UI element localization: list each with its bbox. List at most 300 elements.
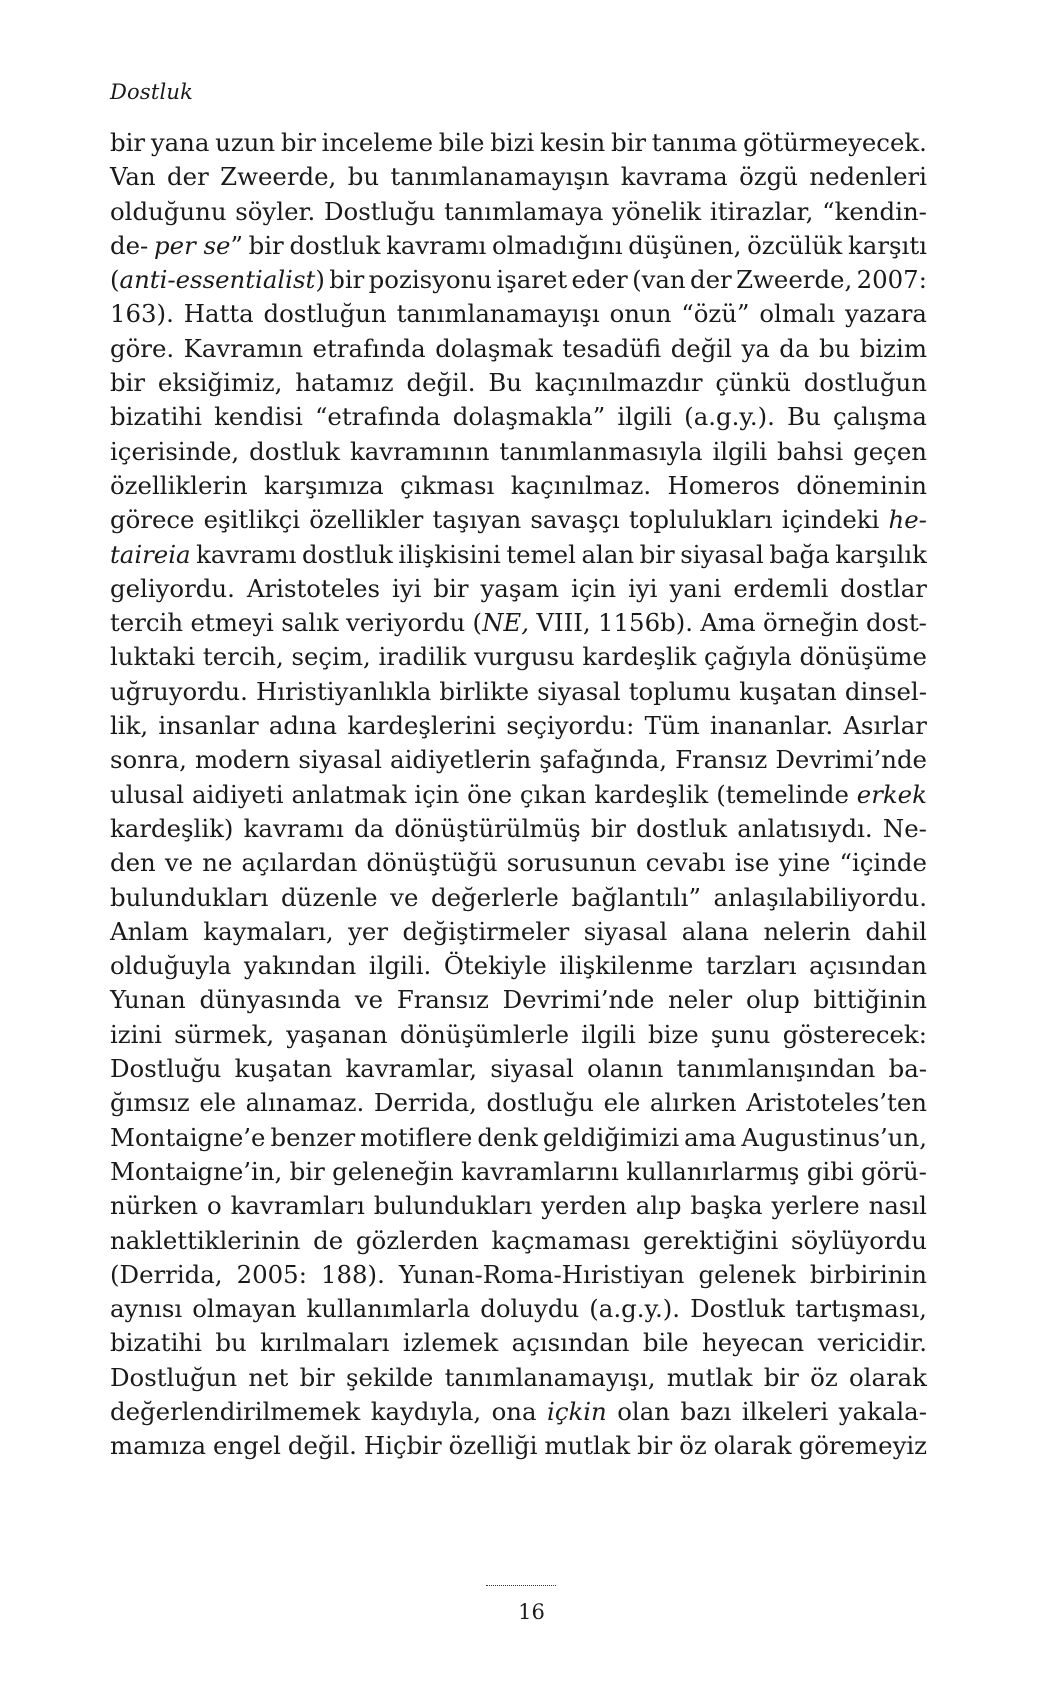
word (110, 915, 189, 949)
word-part: ilgili (712, 436, 768, 466)
word (796, 469, 927, 503)
word (559, 949, 693, 983)
word (348, 915, 388, 949)
word (110, 675, 248, 709)
word-part: özcülük (747, 230, 843, 260)
word-part: kavrama (620, 162, 728, 192)
word-part: bir (289, 1156, 325, 1186)
word-part: dostluğu (486, 1088, 594, 1118)
word-part: Hıristiyanlıkla (255, 676, 432, 706)
text-line (110, 572, 927, 606)
word (675, 743, 767, 777)
word-part: olmayan (192, 1294, 297, 1324)
word-part: birlikte (439, 676, 530, 706)
word (487, 1086, 594, 1120)
word-part: olduğunu (110, 196, 227, 226)
word-part: dolaşmak (435, 333, 553, 363)
word (715, 366, 791, 400)
word (110, 263, 325, 297)
word (845, 297, 927, 331)
word-part: kaydıyla, (370, 1396, 482, 1426)
word (782, 503, 880, 537)
text-line (110, 1189, 927, 1223)
word (799, 640, 927, 674)
word (110, 1018, 162, 1052)
word-part: geleneğin (332, 1156, 454, 1186)
word-part: kaçınılmazdır (534, 368, 703, 398)
word-part: alan (581, 539, 635, 569)
word-part: Augustinus’un, (741, 1122, 927, 1152)
word-part: olduğuyla (110, 951, 232, 981)
word (110, 1361, 237, 1395)
word-part: ( (110, 265, 120, 295)
word-part: sürmek, (174, 1019, 275, 1049)
text-line (110, 1429, 927, 1463)
word-part: cevabı (645, 848, 726, 878)
word-part: kardeşlerini (347, 711, 497, 741)
word-part: der (690, 265, 732, 295)
word (110, 1326, 202, 1360)
text-line (110, 812, 927, 846)
word (621, 160, 728, 194)
word (247, 572, 380, 606)
word (612, 195, 701, 229)
word (594, 778, 708, 812)
word-part: çağıyla (704, 642, 792, 672)
word (110, 503, 195, 537)
word (857, 778, 927, 812)
word-part: Hiçbir (363, 1431, 442, 1461)
word (503, 983, 655, 1017)
word-part: aynısı (110, 1294, 183, 1324)
word-part: çünkü (715, 368, 791, 398)
word (759, 297, 835, 331)
word-part: için (571, 573, 617, 603)
word-part: değil. (287, 1431, 357, 1461)
word (818, 1326, 927, 1360)
word-part: aidiyeti (192, 779, 284, 809)
word-part: göremeyiz (798, 1431, 927, 1461)
word (702, 1326, 804, 1360)
word-part: (temelinde (716, 779, 849, 809)
word-part: değiştirmeler (402, 916, 570, 946)
word-part: eksiğimiz, (157, 368, 283, 398)
word-part: geçen (853, 436, 927, 466)
word (367, 846, 498, 880)
word (355, 983, 383, 1017)
word-part: çıkan (519, 779, 587, 809)
word-part: yerden (541, 1191, 627, 1221)
word (110, 126, 145, 160)
word-part: “kendin- (822, 196, 927, 226)
word (677, 1052, 876, 1086)
word (449, 1429, 538, 1463)
word-part: şafağında, (539, 745, 668, 775)
word (110, 1292, 182, 1326)
word-part: özellikler (309, 505, 424, 535)
word (350, 435, 489, 469)
word (809, 160, 927, 194)
word (110, 366, 145, 400)
word-part: ) (315, 265, 325, 295)
word (845, 675, 927, 709)
word-part: ele (199, 1088, 236, 1118)
word (714, 1429, 792, 1463)
word (643, 1224, 778, 1258)
word-part: bulundukları (110, 882, 269, 912)
word (598, 606, 693, 640)
word-part: gözlerden (355, 1225, 479, 1255)
text-line (110, 640, 927, 674)
word (360, 1121, 472, 1155)
word (536, 606, 590, 640)
word (158, 366, 282, 400)
word-part: öz (810, 1362, 838, 1392)
text-line (110, 1052, 927, 1086)
word (231, 1189, 365, 1223)
word-part: Montaigne’e (110, 1122, 266, 1152)
word (397, 297, 600, 331)
word (833, 400, 927, 434)
word (110, 1258, 223, 1292)
word-part: yaşam (480, 573, 560, 603)
italic-word: NE, (482, 608, 529, 638)
word (690, 1292, 785, 1326)
word-part: vurgusu (473, 642, 575, 672)
word-part: dostluk (301, 539, 393, 569)
word-part: insanlar (158, 711, 259, 741)
word-part: nelerin (763, 916, 851, 946)
word-part: temel (506, 539, 576, 569)
word-part: 2007: (856, 265, 927, 295)
word-part: ilişkisini (398, 539, 501, 569)
word (298, 743, 382, 777)
word (288, 1429, 357, 1463)
word (610, 297, 672, 331)
word-part: (a.g.y.). (684, 402, 775, 432)
word (397, 983, 489, 1017)
word (582, 640, 696, 674)
word-part: Ama (700, 608, 756, 638)
italic-word: he- (888, 505, 927, 535)
word-part: Montaigne’in, (110, 1156, 283, 1186)
word (488, 366, 522, 400)
word (289, 229, 380, 263)
word-part: tanımlanmasıyla (499, 436, 703, 466)
word-part: ele (603, 1088, 641, 1118)
word (474, 640, 575, 674)
word (403, 915, 570, 949)
word-part: Kavramın (183, 333, 304, 363)
word-part: ilişkilenme (559, 951, 694, 981)
word-part: Derrida, (373, 1088, 477, 1118)
word-part: 163). (110, 299, 174, 329)
word (281, 126, 316, 160)
word (432, 503, 521, 537)
word (332, 1155, 454, 1189)
word-part: VIII, (536, 608, 591, 638)
word (286, 1018, 387, 1052)
word-part: inananlar. (709, 711, 834, 741)
word-part: yine (778, 848, 831, 878)
word-part: Dostluğun (110, 1362, 238, 1392)
word (235, 1052, 333, 1086)
word-part: kaçınılmaz. (510, 470, 652, 500)
word (883, 812, 927, 846)
word (374, 1189, 532, 1223)
word-part: birbirinin (809, 1259, 927, 1289)
word-part: kullanımlarla (306, 1294, 471, 1324)
word-part: Aristoteles’ten (746, 1088, 927, 1118)
word (591, 812, 626, 846)
word-part: Ne- (882, 813, 927, 843)
word-part: olmalı (759, 299, 836, 329)
word (435, 332, 553, 366)
word-part: alırken (649, 1088, 737, 1118)
word (637, 1429, 672, 1463)
word (110, 297, 174, 331)
word-part: karşılık (835, 539, 927, 569)
word-part: dost- (866, 608, 927, 638)
word (315, 400, 441, 434)
word (403, 1326, 498, 1360)
word-part: bir (248, 230, 284, 260)
word (629, 503, 773, 537)
word (374, 1086, 477, 1120)
word (617, 1395, 670, 1429)
word (771, 1189, 859, 1223)
word-part: “etrafında (314, 402, 441, 432)
word (866, 606, 927, 640)
word-part: dostlar (840, 573, 927, 603)
word-part: içindeki (781, 505, 880, 535)
word (706, 949, 797, 983)
word (202, 846, 232, 880)
word (839, 1395, 927, 1429)
word (849, 1361, 927, 1395)
text-line (110, 709, 927, 743)
word-part: etrafında (312, 333, 426, 363)
word (400, 469, 494, 503)
italic-word: anti-essentialist (119, 265, 316, 295)
word (530, 503, 619, 537)
word-part: modern (195, 745, 291, 775)
word (481, 572, 560, 606)
word-part: pozisyonu (368, 265, 493, 295)
word-part: kuşatan (739, 676, 837, 706)
word-part: içerisinde, (110, 436, 240, 466)
word-part: eşitlikçi (203, 505, 301, 535)
word (190, 606, 273, 640)
word (110, 229, 148, 263)
word-part: ama (684, 1122, 737, 1152)
word-part: salık (281, 608, 339, 638)
word-part: Hatta (183, 299, 254, 329)
word-part: özelliklerin (110, 470, 248, 500)
text-line (110, 846, 927, 880)
text-line (110, 778, 927, 812)
word (704, 640, 792, 674)
word (775, 743, 927, 777)
word-part: tanımlanamayışın (390, 162, 610, 192)
word (110, 1155, 282, 1189)
word (710, 709, 833, 743)
word-part: karşıtı (848, 230, 927, 260)
word (110, 1395, 360, 1429)
word (643, 1326, 689, 1360)
word (632, 263, 686, 297)
word (364, 1429, 442, 1463)
word (764, 1361, 799, 1395)
word (213, 1429, 281, 1463)
word-part: dostluğun (263, 299, 387, 329)
word (652, 126, 738, 160)
text-line (110, 435, 927, 469)
word-part: dolaşmakla” (452, 402, 606, 432)
word (270, 1121, 355, 1155)
word-part: da (354, 813, 385, 843)
page-number: 16 (518, 1600, 545, 1624)
word (220, 160, 336, 194)
word (544, 1429, 630, 1463)
word (667, 1361, 753, 1395)
word (369, 949, 431, 983)
word (741, 332, 769, 366)
word (110, 846, 156, 880)
word-part: ilgili. (368, 951, 432, 981)
word-part: da (779, 333, 810, 363)
word (473, 606, 529, 640)
word-part: ” (230, 230, 243, 260)
word (203, 640, 284, 674)
word (714, 881, 927, 915)
word (511, 469, 651, 503)
word (244, 812, 344, 846)
word-part: olan (617, 1396, 670, 1426)
text-line (110, 229, 927, 263)
text-line (110, 675, 927, 709)
word-part: ilgili (581, 1019, 636, 1049)
word (110, 469, 248, 503)
word-part: bir (110, 128, 146, 157)
word (398, 538, 500, 572)
word (507, 846, 637, 880)
word (783, 1018, 927, 1052)
word-part: bizatihi (110, 1328, 202, 1358)
word-part: motiflere (360, 1122, 473, 1152)
word-part: tarzları (705, 951, 797, 981)
word-part: net (248, 1362, 289, 1392)
word (453, 400, 605, 434)
word-part: benzer (270, 1122, 356, 1152)
word (167, 160, 209, 194)
word (399, 1258, 685, 1292)
text-line (110, 1361, 927, 1395)
word-part: tanımlanamayışı, (444, 1362, 656, 1392)
word-part: Van (110, 162, 156, 192)
word (110, 949, 231, 983)
word-part: iyi (628, 573, 658, 603)
word (763, 606, 859, 640)
word-part: seçim, (291, 642, 371, 672)
word-part: “içinde (839, 848, 927, 878)
italic-word: içkin (547, 1396, 607, 1426)
word-part: iyi (392, 573, 422, 603)
word-part: olarak (848, 1362, 927, 1392)
word (346, 1361, 433, 1395)
word (406, 366, 475, 400)
word (684, 400, 775, 434)
text-line (110, 1155, 927, 1189)
word-part: Aristoteles (246, 573, 380, 603)
word (650, 1086, 737, 1120)
word-part: söyler. (235, 196, 316, 226)
word-part: kesin (540, 128, 606, 157)
word (860, 332, 927, 366)
word-part: kuşatan (234, 1054, 333, 1084)
word (712, 435, 767, 469)
word-part: kavramının (349, 436, 490, 466)
word-part: Fransız (675, 745, 768, 775)
word-part: yakından (243, 951, 357, 981)
word-part: bir (433, 573, 469, 603)
word (110, 881, 268, 915)
word-part: bir (763, 1362, 799, 1392)
word (110, 1121, 265, 1155)
word-part: dostluğun (803, 368, 927, 398)
word (747, 229, 842, 263)
word (617, 400, 672, 434)
word-part: yazara (844, 299, 927, 329)
word (700, 606, 755, 640)
word-part: karşımıza (264, 470, 384, 500)
word (215, 126, 275, 160)
word-part: kavramlar, (345, 1054, 478, 1084)
word (645, 709, 700, 743)
word-part: bir (110, 368, 146, 398)
word (742, 1395, 829, 1429)
word-part: neler (668, 985, 733, 1015)
word (861, 1155, 927, 1189)
word (562, 332, 661, 366)
word-part: bittiğinin (813, 985, 927, 1015)
word (313, 332, 426, 366)
word-part: örneğin (763, 608, 859, 638)
word (203, 915, 333, 949)
word-part: görece (110, 505, 195, 535)
word-part: yani (669, 573, 722, 603)
word-part: bir (637, 1431, 673, 1461)
italic-word: per se (154, 230, 231, 260)
word-part: vericidir. (817, 1328, 927, 1358)
word (589, 1292, 680, 1326)
word-part: tartışması, (795, 1294, 927, 1324)
word-part: seçiyordu: (506, 711, 635, 741)
text-line (110, 983, 927, 1017)
word (192, 1292, 296, 1326)
word (184, 332, 303, 366)
word-part: kavramlarını (461, 1156, 619, 1186)
word-part: bizim (859, 333, 927, 363)
word (668, 469, 780, 503)
word-part: etmeyi (190, 608, 274, 638)
word-part: (Derrida, (110, 1259, 223, 1289)
word (491, 1224, 630, 1258)
word-part: bir (280, 128, 316, 157)
word-part: kullanırlarmış (626, 1156, 800, 1186)
text-line (110, 400, 927, 434)
word (269, 709, 337, 743)
